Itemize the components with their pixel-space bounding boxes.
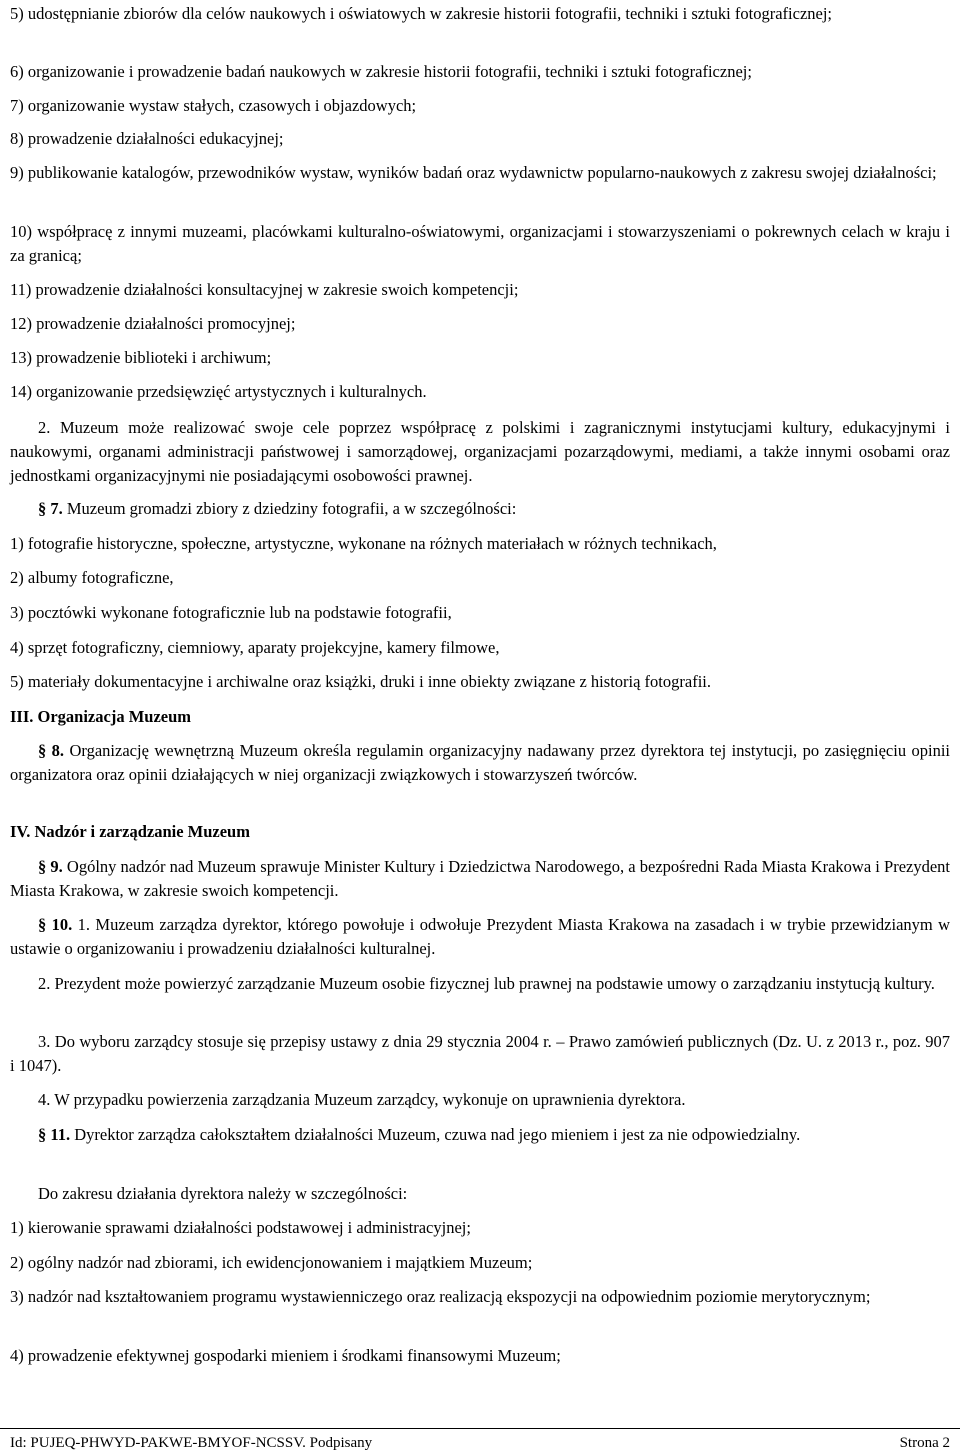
list-item: 10) współpracę z innymi muzeami, placówkami kulturalno-oświatowymi, organizacjami i stowarzyszeniami o pokrewnych celach w kraju i za granicą; <box>10 222 950 265</box>
paragraph-number: § 8. <box>38 741 65 760</box>
document-id: Id: PUJEQ-PHWYD-PAKWE-BMYOF-NCSSV. Podpisany <box>10 1435 373 1451</box>
paragraph-number: § 11. <box>38 1125 71 1144</box>
list-item: 3) pocztówki wykonane fotograficznie lub na podstawie fotografii, <box>10 603 452 622</box>
list-item: 5) udostępnianie zbiorów dla celów naukowych i oświatowych w zakresie historii fotografii, techniki i sztuki fotograficznej; <box>10 4 833 23</box>
list-item: 7) organizowanie wystaw stałych, czasowych i objazdowych; <box>10 96 417 115</box>
list-item: 8) prowadzenie działalności edukacyjnej; <box>10 129 284 148</box>
paragraph-number: § 9. <box>38 857 63 876</box>
paragraph-10-2: 2. Prezydent może powierzyć zarządzanie Muzeum osobie fizycznej lub prawnej na podstawie umowy o zarządzaniu instytucją kultury. <box>38 974 935 993</box>
paragraph-6-2: 2. Muzeum może realizować swoje cele poprzez współpracę z polskimi i zagranicznymi instytucjami kultury, edukacyjnymi i naukowymi, organami administracji państwowej i samorządowej, organizacjami pozarządowymi, mediami, a także innymi osobami oraz jednostkami organizacyjnymi nie posiadającymi osobowości prawnej. <box>10 418 950 485</box>
list-item: 12) prowadzenie działalności promocyjnej; <box>10 314 296 333</box>
list-item: 2) ogólny nadzór nad zbiorami, ich ewidencjonowaniem i majątkiem Muzeum; <box>10 1253 533 1272</box>
paragraph-text: Ogólny nadzór nad Muzeum sprawuje Minister Kultury i Dziedzictwa Narodowego, a bezpośredni Rada Miasta Krakowa i Prezydent Miasta Krakowa, w zakresie swoich kompetencji. <box>10 857 951 900</box>
paragraph-10-3: 3. Do wyboru zarządcy stosuje się przepisy ustawy z dnia 29 stycznia 2004 r. – Prawo zamówień publicznych (Dz. U. z 2013 r., poz. 907 i 1047). <box>10 1032 950 1075</box>
paragraph-10-4: 4. W przypadku powierzenia zarządzania Muzeum zarządcy, wykonuje on uprawnienia dyrektora. <box>38 1090 686 1109</box>
footer-divider <box>0 1428 960 1429</box>
paragraph-number: § 7. <box>38 499 63 518</box>
list-item: 2) albumy fotograficzne, <box>10 568 174 587</box>
paragraph-8 <box>10 739 950 787</box>
list-item: 4) sprzęt fotograficzny, ciemniowy, aparaty projekcyjne, kamery filmowe, <box>10 638 500 657</box>
paragraph-11 <box>10 1123 950 1147</box>
list-item: 4) prowadzenie efektywnej gospodarki mieniem i środkami finansowymi Muzeum; <box>10 1346 561 1365</box>
paragraph-text: Organizację wewnętrzną Muzeum określa regulamin organizacyjny nadawany przez dyrektora tej instytucji, po zasięgnięciu opinii organizatora oraz opinii działających w niej organizacji związkowych i stowarzyszeń twórców. <box>10 741 951 784</box>
list-item: 11) prowadzenie działalności konsultacyjnej w zakresie swoich kompetencji; <box>10 280 519 299</box>
paragraph-7 <box>10 497 950 521</box>
section-heading-4: IV. Nadzór i zarządzanie Muzeum <box>10 822 250 841</box>
list-item: 1) kierowanie sprawami działalności podstawowej i administracyjnej; <box>10 1218 471 1237</box>
list-item: 5) materiały dokumentacyjne i archiwalne oraz książki, druki i inne obiekty związane z historią fotografii. <box>10 672 711 691</box>
paragraph-text: Dyrektor zarządza całokształtem działalności Muzeum, czuwa nad jego mieniem i jest za nie odpowiedzialny. <box>74 1125 801 1144</box>
list-item: 9) publikowanie katalogów, przewodników wystaw, wyników badań oraz wydawnictw popularno-naukowych z zakresu swojej działalności; <box>10 163 937 182</box>
director-intro: Do zakresu działania dyrektora należy w szczególności: <box>38 1184 408 1203</box>
list-item: 14) organizowanie przedsięwzięć artystycznych i kulturalnych. <box>10 382 427 401</box>
section-heading-3: III. Organizacja Muzeum <box>10 707 192 726</box>
list-item: 1) fotografie historyczne, społeczne, artystyczne, wykonane na różnych materiałach w różnych technikach, <box>10 534 717 553</box>
page-number: Strona 2 <box>899 1435 950 1451</box>
list-item: 3) nadzór nad kształtowaniem programu wystawienniczego oraz realizacją ekspozycji na odpowiednim poziomie merytorycznym; <box>10 1287 871 1306</box>
paragraph-text: 1. Muzeum zarządza dyrektor, którego powołuje i odwołuje Prezydent Miasta Krakowa na zasadach i w trybie przewidzianym w ustawie o organizowaniu i prowadzeniu działalności kulturalnej. <box>10 915 951 958</box>
paragraph-number: § 10. <box>38 915 73 934</box>
paragraph-text: Muzeum gromadzi zbiory z dziedziny fotografii, a w szczególności: <box>66 499 517 518</box>
paragraph-9 <box>10 855 950 903</box>
list-item: 6) organizowanie i prowadzenie badań naukowych w zakresie historii fotografii, techniki i sztuki fotograficznej; <box>10 62 752 81</box>
paragraph-10-1 <box>10 913 950 961</box>
list-item: 13) prowadzenie biblioteki i archiwum; <box>10 348 272 367</box>
